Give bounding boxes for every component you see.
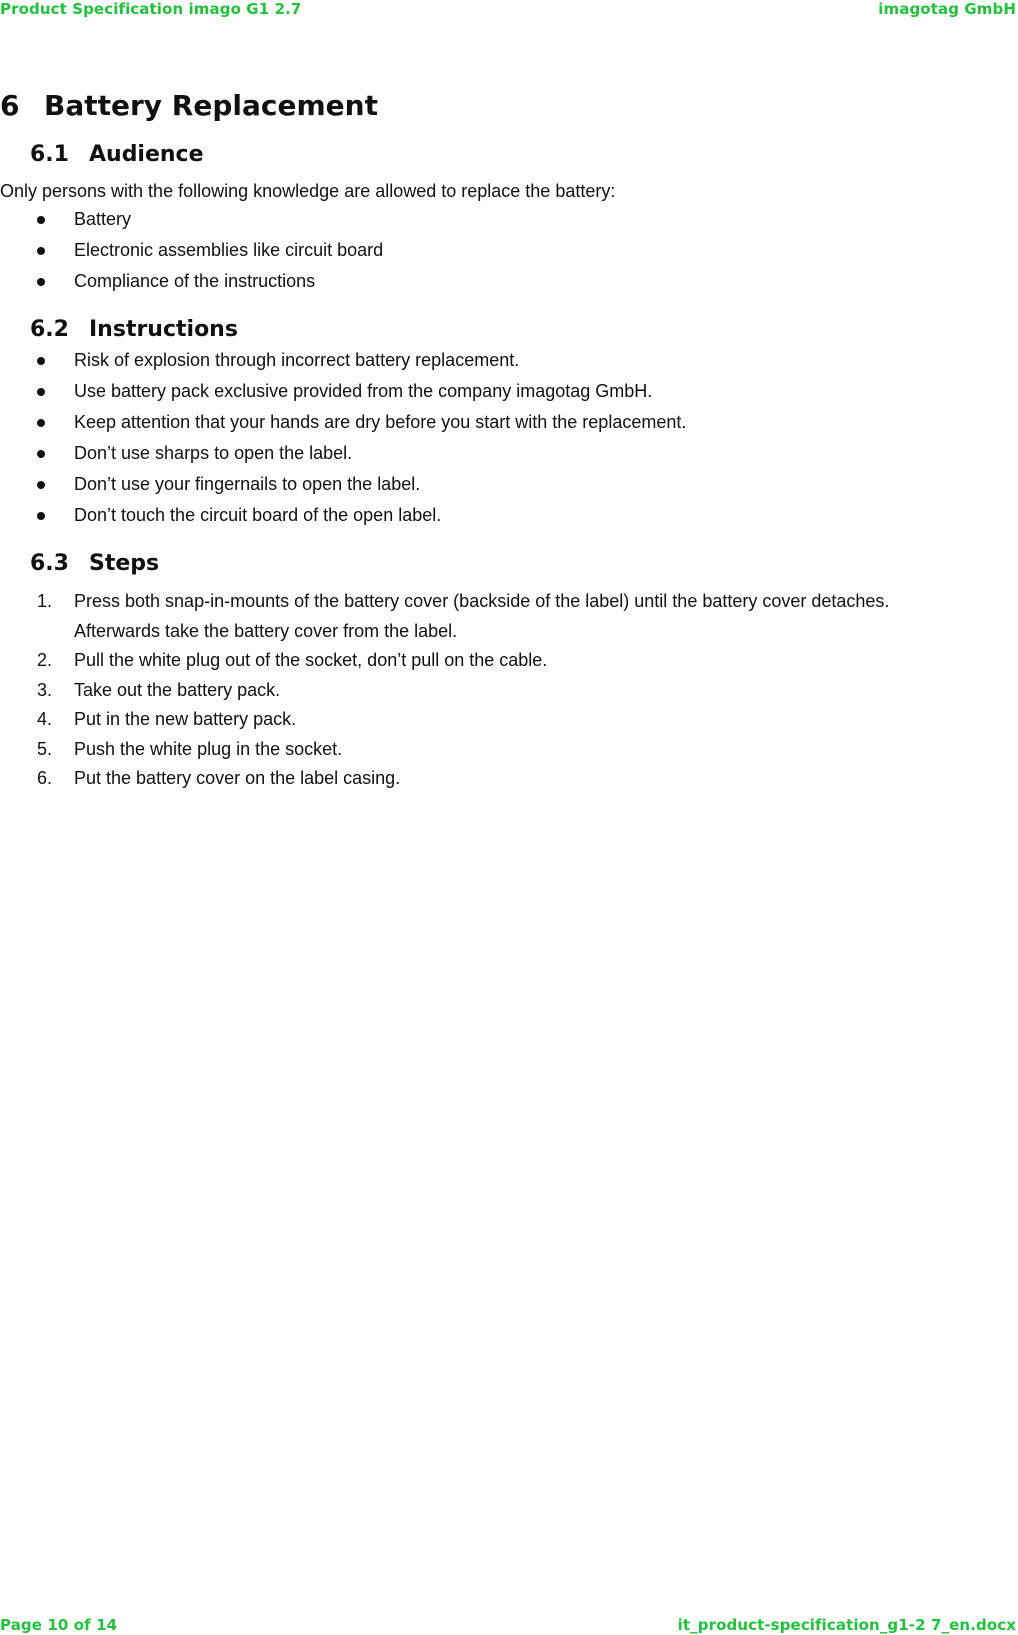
chapter-number: 6: [0, 89, 20, 122]
list-item: [0, 204, 1000, 235]
list-item: [0, 376, 1000, 407]
list-item-text: Use battery pack exclusive provided from the company imagotag GmbH.: [74, 381, 653, 401]
list-item: [0, 646, 954, 676]
page-header: [0, 0, 1016, 18]
page-footer: [0, 1616, 1016, 1634]
bullet-icon: [37, 278, 45, 286]
audience-intro: Only persons with the following knowledge are allowed to replace the battery:: [0, 181, 616, 201]
section-title: Audience: [89, 142, 204, 167]
step-number: 3.: [37, 679, 53, 700]
list-item-text: Don’t use your fingernails to open the label.: [74, 474, 421, 494]
list-item: [0, 235, 1000, 266]
list-item: [0, 266, 1000, 297]
step-text: Pull the white plug out of the socket, don’t pull on the cable.: [74, 650, 548, 670]
list-item: [0, 764, 954, 794]
header-company-name: imagotag GmbH: [878, 0, 1016, 18]
list-item-text: Keep attention that your hands are dry before you start with the replacement.: [74, 412, 687, 432]
list-item: [0, 705, 954, 735]
list-item: [0, 345, 1000, 376]
list-item: [0, 500, 1000, 531]
list-item-text: Compliance of the instructions: [74, 271, 316, 291]
step-text: Push the white plug in the socket.: [74, 738, 343, 759]
chapter-title: Battery Replacement: [44, 89, 378, 122]
section-heading-steps: [0, 549, 1000, 579]
step-number: 1.: [37, 591, 53, 611]
section-number: 6.1: [30, 142, 69, 167]
bullet-icon: [37, 450, 45, 458]
bullet-icon: [37, 388, 45, 396]
list-item: [0, 469, 1000, 500]
step-number: 2.: [37, 650, 53, 670]
list-item: [0, 438, 1000, 469]
bullet-icon: [37, 419, 45, 427]
section-number: 6.2: [30, 317, 69, 342]
list-item: [0, 587, 954, 646]
list-item-text: Battery: [74, 209, 132, 229]
audience-list: [0, 204, 1000, 297]
step-text: Take out the battery pack.: [74, 679, 281, 700]
step-number: 4.: [37, 709, 53, 729]
footer-page-number: Page 10 of 14: [0, 1616, 118, 1634]
chapter-heading: [0, 88, 1000, 124]
bullet-icon: [37, 216, 45, 224]
list-item-text: Electronic assemblies like circuit board: [74, 240, 384, 260]
step-text: Press both snap-in-mounts of the battery cover (backside of the label) until the battery cover detaches. Afterwards take the battery cover from the label.: [74, 591, 890, 641]
bullet-icon: [37, 481, 45, 489]
list-item-text: Risk of explosion through incorrect battery replacement.: [74, 350, 520, 370]
section-title: Steps: [89, 551, 160, 576]
section-heading-audience: [0, 140, 1000, 170]
list-item-text: Don’t touch the circuit board of the open label.: [74, 505, 442, 525]
step-number: 5.: [37, 738, 53, 759]
section-heading-instructions: [0, 315, 1000, 345]
bullet-icon: [37, 512, 45, 520]
section-title: Instructions: [89, 317, 238, 342]
list-item: [0, 676, 954, 706]
list-item: [0, 407, 1000, 438]
step-number: 6.: [37, 768, 53, 788]
instructions-list: [0, 345, 1000, 531]
list-item-text: Don’t use sharps to open the label.: [74, 443, 353, 463]
page-content: [0, 88, 1000, 794]
header-document-title: Product Specification imago G1 2.7: [0, 0, 302, 18]
list-item: [0, 735, 954, 765]
step-text: Put the battery cover on the label casing.: [74, 768, 401, 788]
step-text: Put in the new battery pack.: [74, 709, 297, 729]
steps-list: [0, 587, 1000, 794]
bullet-icon: [37, 357, 45, 365]
section-number: 6.3: [30, 551, 69, 576]
bullet-icon: [37, 247, 45, 255]
footer-file-name: it_product-specification_g1-2 7_en.docx: [677, 1616, 1016, 1634]
